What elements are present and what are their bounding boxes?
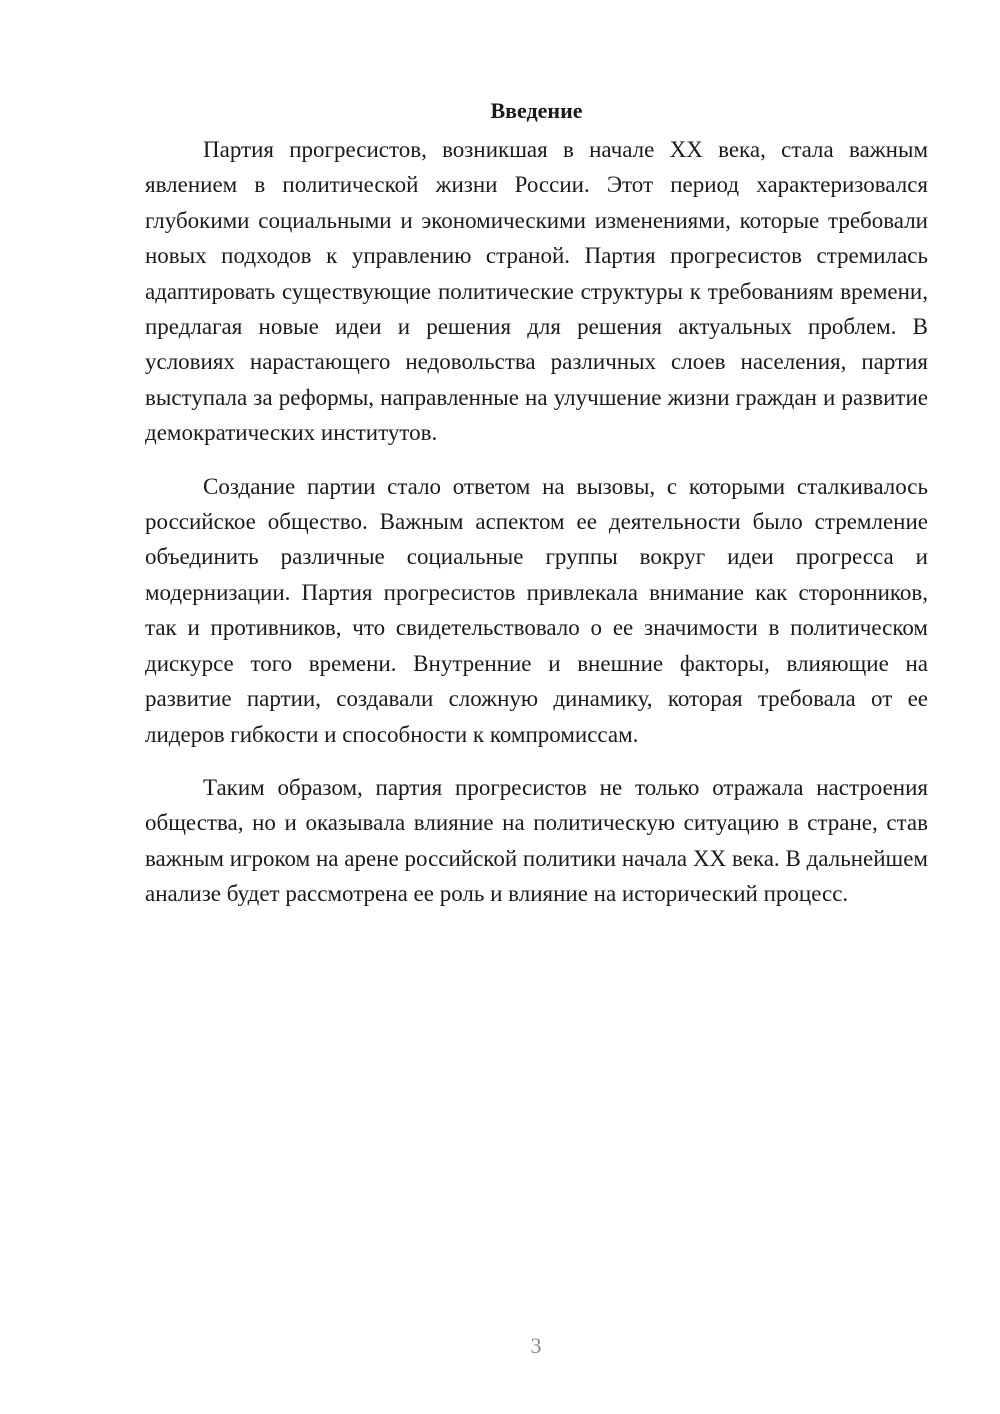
paragraph-1: Партия прогресистов, возникшая в начале XX века, стала важным явлением в политической жизни России. Этот период характеризовался глубокими социальными и экономическими изменениями, которые требовали новых подходов к управлению страной. Партия прогресистов стремилась адаптировать существующие политические структуры к требованиям времени, предлагая новые идеи и решения для решения актуальных проблем. В условиях нарастающего недовольства различных слоев населения, партия выступала за реформы, направленные на улучшение жизни граждан и развитие демократических институтов. bbox=[145, 137, 928, 446]
section-title: Введение bbox=[490, 98, 583, 123]
paragraph-3: Таким образом, партия прогресистов не только отражала настроения общества, но и оказывала влияние на политическую ситуацию в стране, став важным игроком на арене российской политики начала XX века. В дальнейшем анализе будет рассмотрена ее роль и влияние на исторический процесс. bbox=[145, 774, 928, 907]
page-content bbox=[145, 94, 928, 912]
page-number: 3 bbox=[530, 1333, 542, 1358]
paragraph-2: Создание партии стало ответом на вызовы, с которыми сталкивалось российское общество. Важным аспектом ее деятельности было стремление объединить различные социальные группы вокруг идеи прогресса и модернизации. Партия прогресистов привлекала внимание как сторонников, так и противников, что свидетельствовало о ее значимости в политическом дискурсе того времени. Внутренние и внешние факторы, влияющие на развитие партии, создавали сложную динамику, которая требовала от ее лидеров гибкости и способности к компромиссам. bbox=[145, 473, 928, 747]
